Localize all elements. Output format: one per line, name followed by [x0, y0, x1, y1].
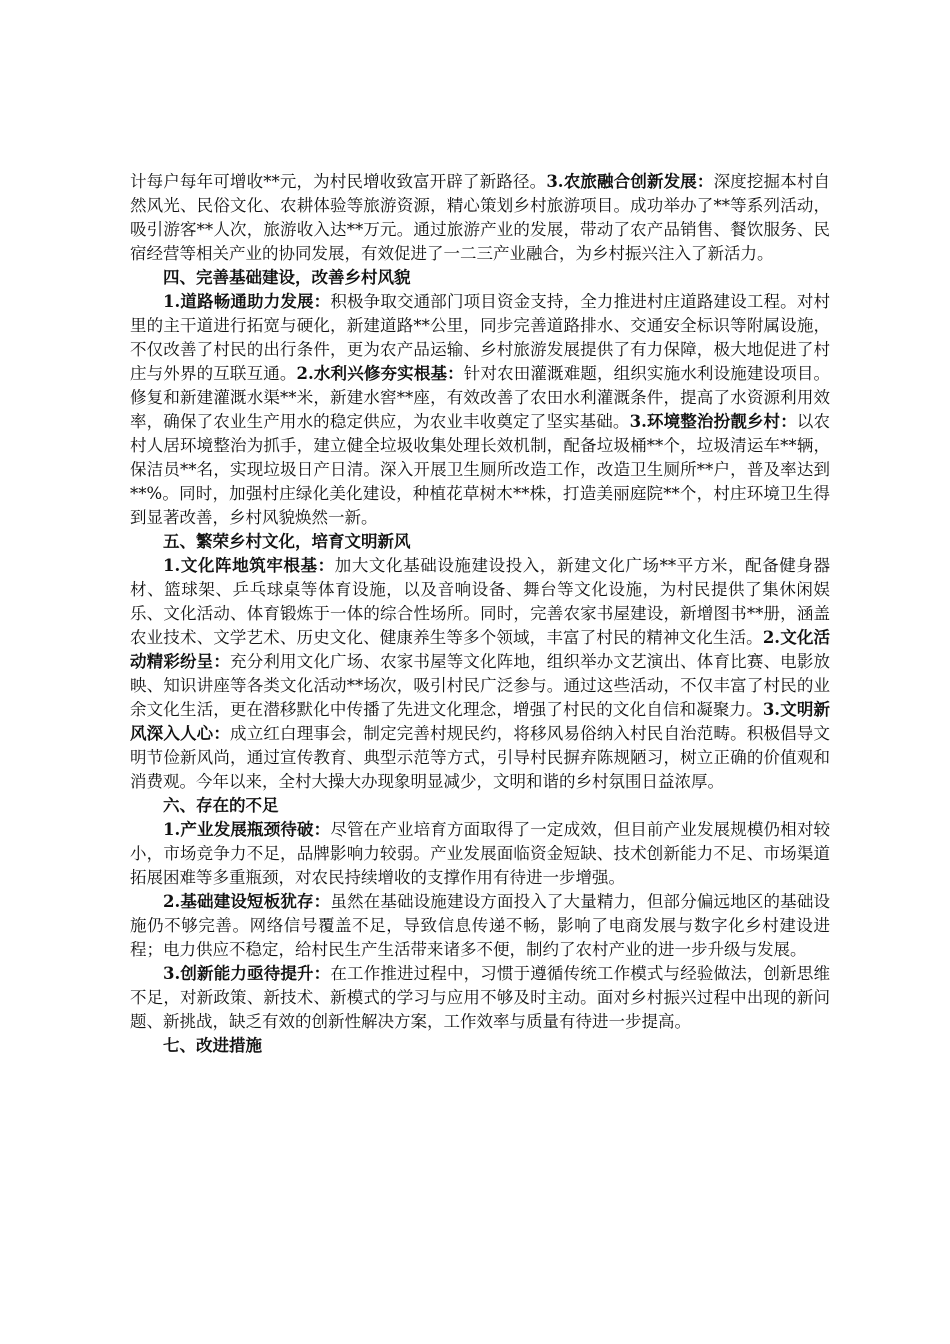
text-run: 深度挖掘本村自然风光、民俗文化、农耕体验等旅游资源，精心策划乡村旅游项目。成功举办了**等系列活动，吸引游客**人次，旅游收入达**万元。通过旅游产业的发展，带动了农产品销售、餐饮服务、民宿经营等相关产业的协同发展，有效促进了一二三产业融合，为乡村振兴注入了新活力。 [130, 172, 831, 263]
text-run: 充分利用文化广场、农家书屋等文化阵地，组织举办文艺演出、体育比赛、电影放映、知识讲座等各类文化活动**场次，吸引村民广泛参与。通过这些活动，不仅丰富了村民的业余文化生活，更在潜移默化中传播了先进文化理念，增强了村民的文化自信和凝聚力。 [130, 652, 831, 719]
paragraph [130, 890, 830, 962]
text-run: 五、繁荣乡村文化，培育文明新风 [163, 532, 411, 551]
paragraph [130, 818, 830, 890]
paragraph [130, 554, 830, 794]
text-run: 成立红白理事会，制定完善村规民约，将移风易俗纳入村民自治范畴。积极倡导文明节俭新风尚，通过宣传教育、典型示范等方式，引导村民摒弃陈规陋习，树立正确的价值观和消费观。今年以来，全村大操大办现象明显减少，文明和谐的乡村氛围日益浓厚。 [130, 724, 831, 791]
bold-subheading: 3.农旅融合创新发展： [546, 172, 714, 191]
paragraph [130, 170, 830, 266]
bold-subheading: 1.产业发展瓶颈待破： [163, 820, 331, 839]
bold-subheading: 3.创新能力亟待提升： [163, 964, 331, 983]
bold-subheading: 2.基础建设短板犹存： [163, 892, 331, 911]
text-run: 针对农田灌溉难题，组织实施水利设施建设项目。修复和新建灌溉水渠**米，新建水窖**座，有效改善了农田水利灌溉条件，提高了水资源利用效率，确保了农业生产用水的稳定供应，为农业丰收奠定了坚实基础。 [130, 364, 831, 431]
document-body [130, 170, 830, 1058]
section-heading [130, 530, 830, 554]
text-run: 以农村人居环境整治为抓手，建立健全垃圾收集处理长效机制，配备垃圾桶**个，垃圾清运车**辆，保洁员**名，实现垃圾日产日清。深入开展卫生厕所改造工作，改造卫生厕所**户，普及率达到**%。同时，加强村庄绿化美化建设，种植花草树木**株，打造美丽庭院**个，村庄环境卫生得到显著改善，乡村风貌焕然一新。 [130, 412, 831, 527]
text-run: 四、完善基础建设，改善乡村风貌 [163, 268, 411, 287]
section-heading [130, 1034, 830, 1058]
text-run: 在工作推进过程中，习惯于遵循传统工作模式与经验做法，创新思维不足，对新政策、新技术、新模式的学习与应用不够及时主动。面对乡村振兴过程中出现的新问题、新挑战，缺乏有效的创新性解决方案，工作效率与质量有待进一步提高。 [130, 964, 831, 1031]
section-heading [130, 794, 830, 818]
text-run: 计每户每年可增收**元，为村民增收致富开辟了新路径。 [130, 172, 547, 191]
text-run: 七、改进措施 [163, 1036, 262, 1055]
text-run: 六、存在的不足 [163, 796, 279, 815]
paragraph [130, 962, 830, 1034]
text-run: 虽然在基础设施建设方面投入了大量精力，但部分偏远地区的基础设施仍不够完善。网络信号覆盖不足，导致信息传递不畅，影响了电商发展与数字化乡村建设进程；电力供应不稳定，给村民生产生活带来诸多不便，制约了农村产业的进一步升级与发展。 [130, 892, 831, 959]
bold-subheading: 3.环境整治扮靓乡村： [629, 412, 797, 431]
text-run: 积极争取交通部门项目资金支持，全力推进村庄道路建设工程。对村里的主干道进行拓宽与硬化，新建道路**公里，同步完善道路排水、交通安全标识等附属设施，不仅改善了村民的出行条件，更为农产品运输、乡村旅游发展提供了有力保障，极大地促进了村庄与外界的互联互通。 [130, 292, 831, 383]
bold-subheading: 3.文明新风深入人心： [130, 700, 830, 743]
bold-subheading: 2.水利兴修夯实根基： [296, 364, 464, 383]
bold-subheading: 2.文化活动精彩纷呈： [130, 628, 830, 671]
paragraph [130, 290, 830, 530]
text-run: 尽管在产业培育方面取得了一定成效，但目前产业发展规模仍相对较小，市场竞争力不足，品牌影响力较弱。产业发展面临资金短缺、技术创新能力不足、市场渠道拓展困难等多重瓶颈，对农民持续增收的支撑作用有待进一步增强。 [130, 820, 831, 887]
bold-subheading: 1.文化阵地筑牢根基： [163, 556, 335, 575]
section-heading [130, 266, 830, 290]
text-run: 加大文化基础设施建设投入，新建文化广场**平方米，配备健身器材、篮球架、乒乓球桌等体育设施，以及音响设备、舞台等文化设施，为村民提供了集休闲娱乐、文化活动、体育锻炼于一体的综合性场所。同时，完善农家书屋建设，新增图书**册，涵盖农业技术、文学艺术、历史文化、健康养生等多个领域，丰富了村民的精神文化生活。 [130, 556, 830, 647]
bold-subheading: 1.道路畅通助力发展： [163, 292, 331, 311]
